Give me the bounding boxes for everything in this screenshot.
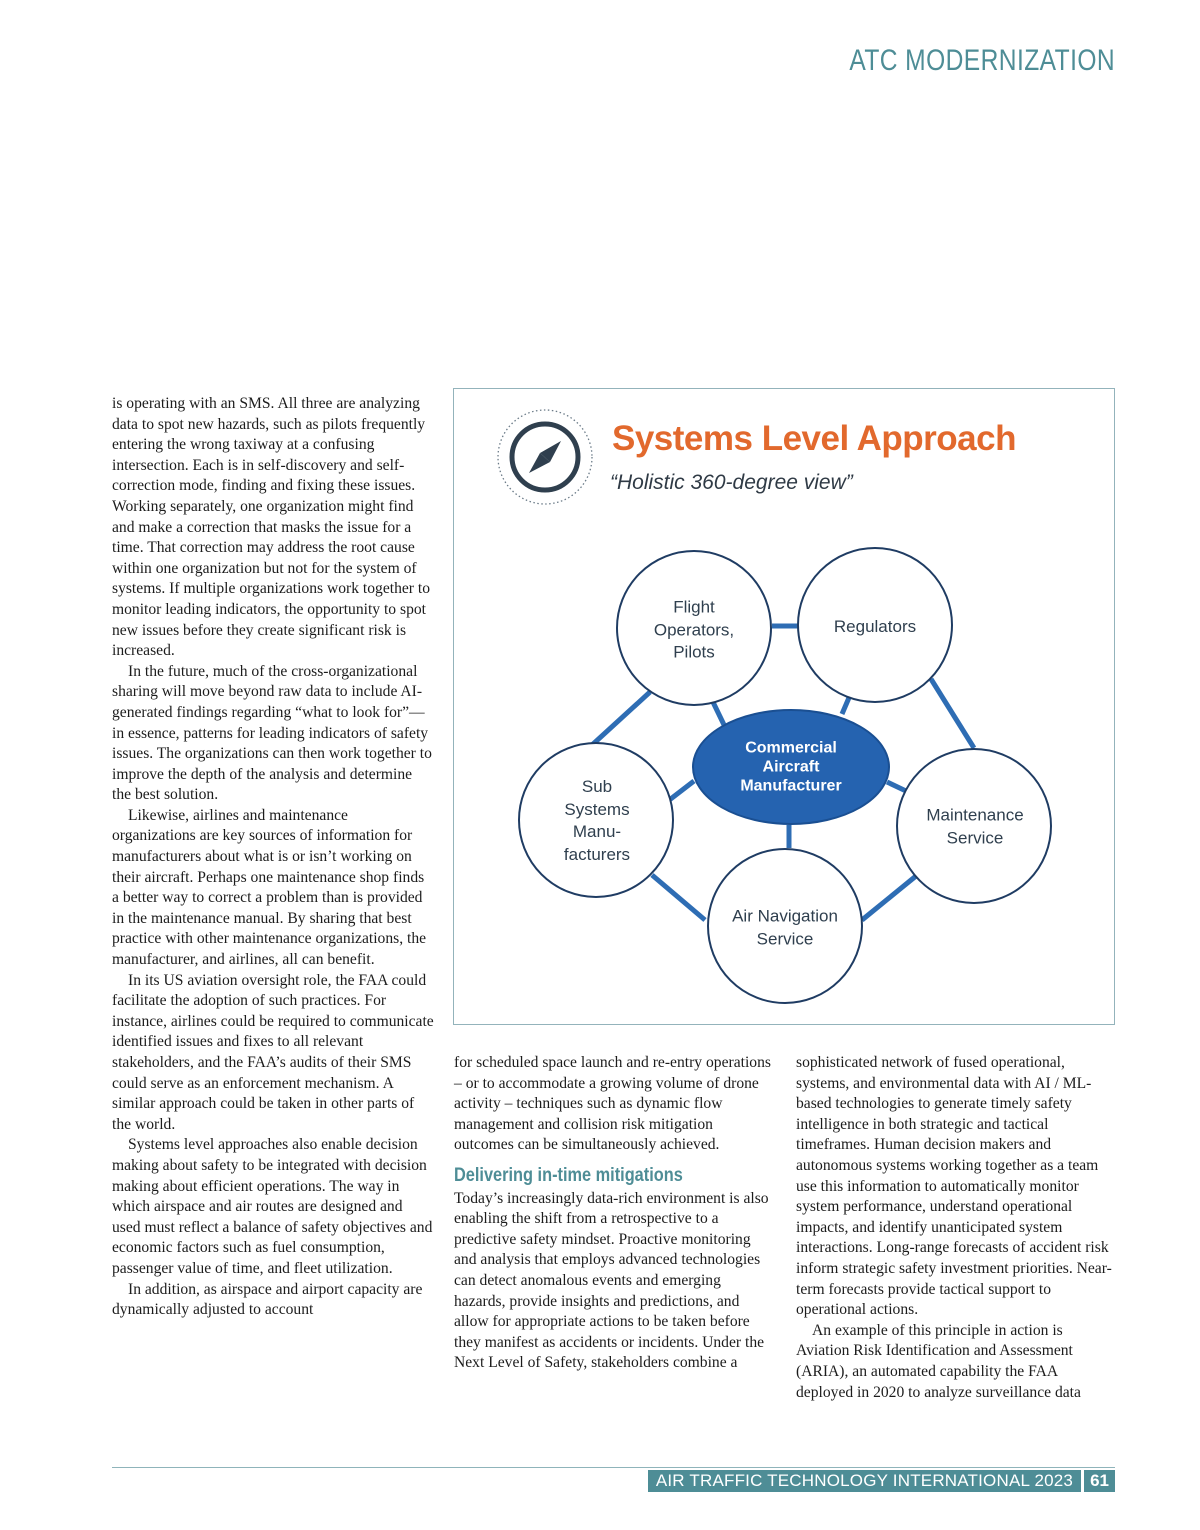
connector-airnav-subsystems [652,875,705,920]
paragraph: In the future, much of the cross-organizational sharing will move beyond raw data to include AI-generated findings regarding “what to look for”—in essence, patterns for leading indicators of safety issues. The organizations can then work together to improve the depth of the analysis and determine the best solution. [112,662,432,804]
figure-title: Systems Level Approach [612,419,1016,458]
section-header: ATC MODERNIZATION [849,44,1115,77]
compass-icon [498,410,592,504]
paragraph: In addition, as airspace and airport capacity are dynamically adjusted to account [112,1280,423,1319]
center-label-manufacturer: Commercial Aircraft Manufacturer [740,739,842,795]
page-number: 61 [1084,1470,1115,1492]
text-column-2 [454,1053,774,1374]
footer-divider [112,1467,1115,1468]
connector-maintenance-airnav [862,876,916,920]
connector-center-subsystems [668,781,694,801]
paragraph: Systems level approaches also enable decision making about safety to be integrated with decision making about efficient operations. The way in which airspace and air routes are designed and used must reflect a balance of safety objectives and economic factors such as fuel consumption, passenger value of time, and fleet utilization. [112,1136,433,1277]
systems-diagram-figure [453,388,1115,1025]
paragraph: is operating with an SMS. All three are analyzing data to spot new hazards, such as pilots frequently entering the wrong taxiway at a confusing intersection. Each is in self-discovery and self-correction mode, finding and fixing these issues. Working separately, one organization might find and make a correction that masks the issue for a time. That correction may address the root cause within one organization but not for the system of systems. If multiple organizations work together to monitor leading indicators, the opportunity to spot new issues before they create significant risk is increased. [112,395,431,660]
section-subheading: Delivering in-time mitigations [454,1164,683,1186]
node-label-subsystems: Sub Systems Manu- facturers [563,777,631,864]
node-label-regulators: Regulators [833,616,917,636]
page-footer [648,1470,1115,1492]
connector-center-maintenance [887,782,906,791]
paragraph: for scheduled space launch and re-entry operations – or to accommodate a growing volume of drone activity – techniques such as dynamic flow management and collision risk mitigation outcomes can be simultaneously achieved. [454,1054,771,1154]
paragraph: sophisticated network of fused operational, systems, and environmental data with AI / ML-based technologies to generate timely safety intelligence in both strategic and tactical timeframes. Human decision makers and autonomous systems working together as a team use this information to automatically monitor system performance, understand operational impacts, and identify unanticipated system interactions. Long-range forecasts of accident risk inform strategic safety investment priorities. Near-term forecasts provide tactical support to operational actions. [796,1054,1112,1319]
connector-subsystems-flight [592,692,650,745]
paragraph: Today’s increasingly data-rich environment is also enabling the shift from a retrospective to a predictive safety mindset. Proactive monitoring and analysis that employs advanced technologies can detect anomalous events and emerging hazards, provide insights and predictions, and allow for appropriate actions to be taken before they manifest as accidents or incidents. Under the Next Level of Safety, stakeholders combine a [454,1189,769,1372]
paragraph: In its US aviation oversight role, the FAA could facilitate the adoption of such practices. For instance, airlines could be required to communicate identified issues and fixes to all relevant stakeholders, and the FAA’s audits of their SMS could serve as an enforcement mechanism. A similar approach could be taken in other parts of the world. [112,971,434,1133]
text-column-3 [796,1053,1118,1403]
node-label-air-navigation: Air Navigation Service [732,906,838,948]
node-label-maintenance: Maintenance Service [926,805,1024,847]
connector-regulators-maintenance [931,679,974,748]
paragraph: Likewise, airlines and maintenance organizations are key sources of information for manufacturers about what is or isn’t working on their aircraft. Perhaps one maintenance shop finds a better way to correct a problem than is provided in the maintenance manual. By sharing that best practice with other maintenance organizations, the manufacturer, and airlines, all can benefit. [112,806,427,969]
figure-subtitle: “Holistic 360-degree view” [610,471,853,494]
text-column-1 [112,394,434,1321]
footer-publication: AIR TRAFFIC TECHNOLOGY INTERNATIONAL 2023 [648,1470,1081,1492]
paragraph: An example of this principle in action is Aviation Risk Identification and Assessment (ARIA), an automated capability the FAA deployed in 2020 to analyze surveillance data [796,1321,1081,1401]
node-label-flight-operators: Flight Operators, Pilots [653,597,735,662]
